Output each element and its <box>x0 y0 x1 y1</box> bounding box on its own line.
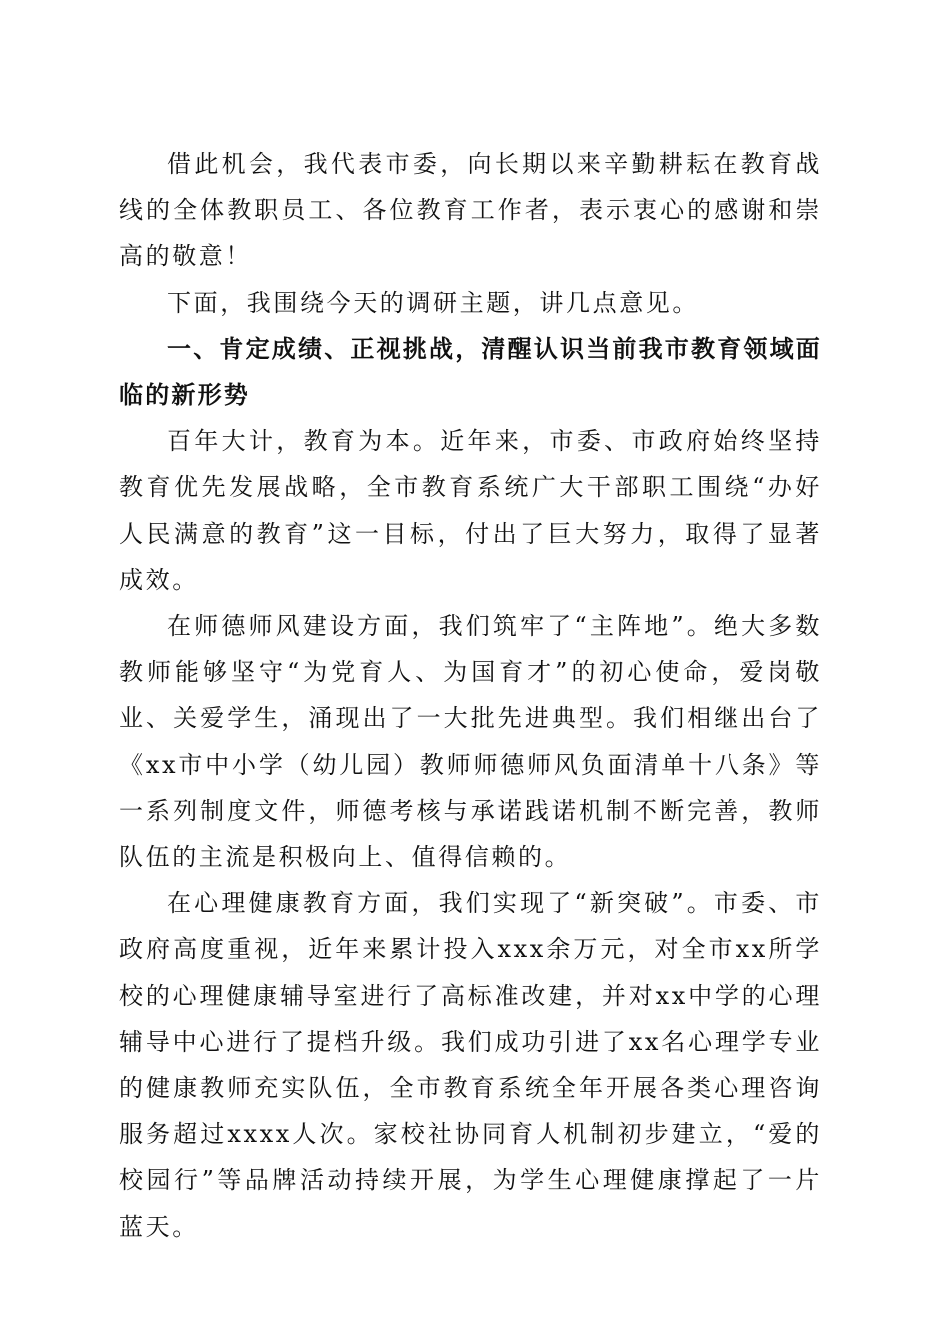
paragraph-achievements: 百年大计，教育为本。近年来，市委、市政府始终坚持教育优先发展战略，全市教育系统广大干部职工围绕“办好人民满意的教育”这一目标，付出了巨大努力，取得了显著成效。 <box>119 427 822 594</box>
section-heading: 一、肯定成绩、正视挑战，清醒认识当前我市教育领域面临的新形势 <box>119 334 822 410</box>
paragraph-mental-health: 在心理健康教育方面，我们实现了“新突破”。市委、市政府高度重视，近年来累计投入xxx余万元，对全市xx所学校的心理健康辅导室进行了高标准改建，并对xx中学的心理辅导中心进行了提档升级。我们成功引进了xx名心理学专业的健康教师充实队伍，全市教育系统全年开展各类心理咨询服务超过xxxx人次。家校社协同育人机制初步建立，“爱的校园行”等品牌活动持续开展，为学生心理健康撑起了一片蓝天。 <box>119 889 822 1241</box>
document-page <box>119 141 822 1250</box>
paragraph-gratitude: 借此机会，我代表市委，向长期以来辛勤耕耘在教育战线的全体教职员工、各位教育工作者，表示衷心的感谢和崇高的敬意！ <box>119 150 822 271</box>
paragraph-teacher-ethics: 在师德师风建设方面，我们筑牢了“主阵地”。绝大多数教师能够坚守“为党育人、为国育才”的初心使命，爱岗敬业、关爱学生，涌现出了一大批先进典型。我们相继出台了《xx市中小学（幼儿园）教师师德师风负面清单十八条》等一系列制度文件，师德考核与承诺践诺机制不断完善，教师队伍的主流是积极向上、值得信赖的。 <box>119 612 822 872</box>
paragraph-intro: 下面，我围绕今天的调研主题，讲几点意见。 <box>167 288 699 317</box>
